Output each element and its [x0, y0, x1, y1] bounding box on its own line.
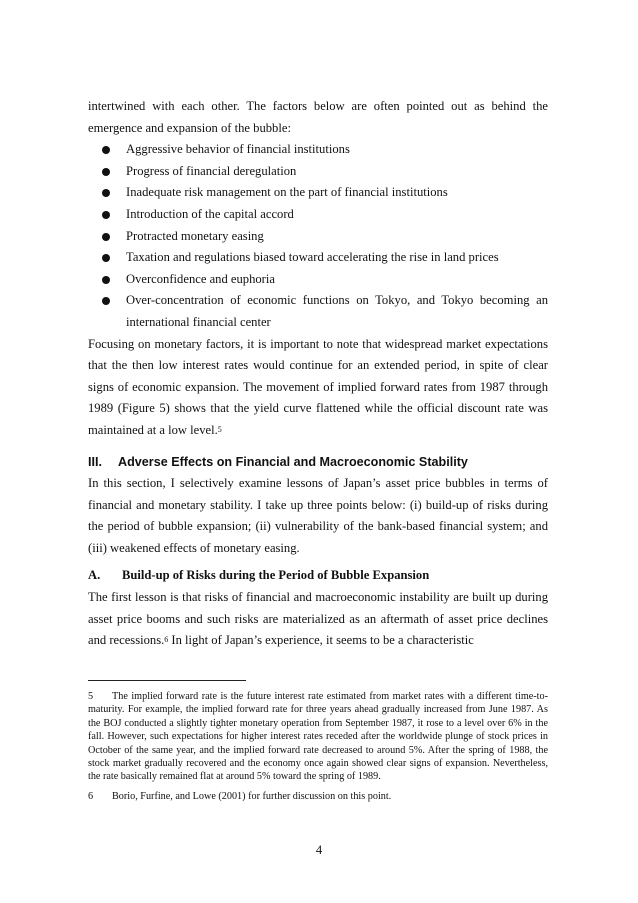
footnote-5: 5 The implied forward rate is the future interest rate estimated from market rates with a different time-to-maturity. For example, the implied forward rate for three years ahead gradually increased from June 1987. As the BOJ conducted a slightly tighter monetary operation from September 1987, it rose to a level over 6% in the fall. However, such expectations for higher interest rates receded after the worldwide plunge of stock prices in October of the same year, and the implied forward rate decreased to around 5%. After the spring of 1988, the stock market gradually recovered and the economy once again showed clear signs of expansion. Nevertheless, the rate basically remained flat at around 5% toward the spring of 1989. [88, 691, 548, 783]
list-item: Progress of financial deregulation [88, 161, 548, 183]
subsection-paragraph: The first lesson is that risks of financial and macroeconomic instability are built up during asset price booms and such risks are materialized as an aftermath of asset price declines and recessions.$^6$ In light of Japan’s experience, it seems to be a characteristic [88, 590, 548, 648]
bullet-icon [102, 168, 110, 176]
section-number: III. [88, 454, 102, 469]
list-item: Inadequate risk management on the part of financial institutions [88, 182, 548, 204]
subsection-number: A. [88, 568, 101, 583]
section-heading [88, 452, 548, 474]
list-item: Introduction of the capital accord [88, 204, 548, 226]
bullet-icon [102, 276, 110, 284]
bullet-icon [102, 297, 110, 305]
bullet-icon [102, 211, 110, 219]
list-item: Overconfidence and euphoria [88, 269, 548, 291]
factor-list [88, 139, 548, 333]
section-title: Adverse Effects on Financial and Macroeconomic Stability [118, 454, 468, 469]
list-item: Protracted monetary easing [88, 226, 548, 248]
bullet-icon [102, 189, 110, 197]
footnote-number: 5 [88, 691, 94, 702]
footnote-ref-5[interactable]: 5 [217, 424, 222, 434]
list-item: Taxation and regulations biased toward accelerating the rise in land prices [88, 247, 548, 269]
bullet-icon [102, 146, 110, 154]
page-number: 4 [315, 843, 323, 857]
footnote-6: 6 Borio, Furfine, and Lowe (2001) for further discussion on this point. [88, 790, 392, 802]
list-item: Aggressive behavior of financial institutions [88, 139, 548, 161]
monetary-paragraph: Focusing on monetary factors, it is important to note that widespread market expectations that the then low interest rates would continue for an extended period, in spite of clear signs of economic expansion. The movement of implied forward rates from 1987 through 1989 (Figure 5) shows that the yield curve flattened while the official discount rate was maintained at a low level.$^5$ [88, 336, 548, 437]
list-item: Over-concentration of economic functions on Tokyo, and Tokyo becoming an international financial center [88, 290, 548, 333]
footnote-ref-6[interactable]: 6 [164, 635, 169, 645]
body-text [88, 96, 548, 652]
intro-paragraph: intertwined with each other. The factors below are often pointed out as behind the emergence and expansion of the bubble: [88, 99, 548, 135]
subsection-title: Build-up of Risks during the Period of Bubble Expansion [122, 568, 430, 583]
bullet-icon [102, 233, 110, 241]
footnotes [88, 690, 548, 809]
section-paragraph: In this section, I selectively examine lessons of Japan’s asset price bubbles in terms of financial and monetary stability. I take up three points below: (i) build-up of risks during the period of bubble expansion; (ii) vulnerability of the bank-based financial system; and (iii) weakened effects of monetary easing. [88, 476, 548, 555]
footnote-divider [88, 680, 246, 681]
bullet-icon [102, 254, 110, 262]
footnote-number: 6 [88, 790, 94, 802]
subsection-heading [88, 565, 548, 587]
